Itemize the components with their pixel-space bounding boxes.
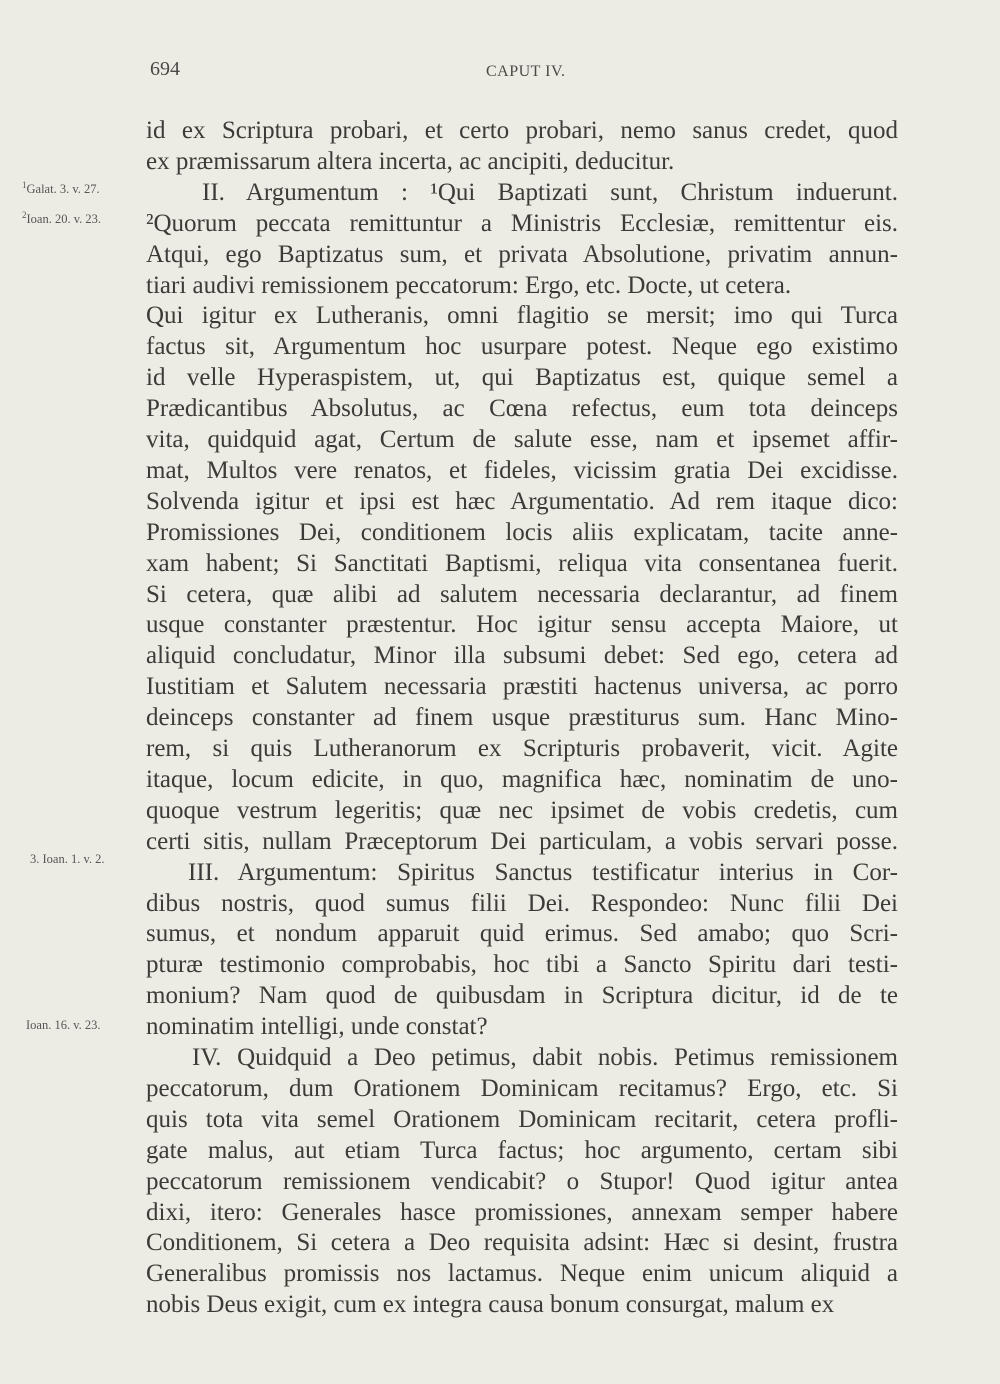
text-line: sumus, et nondum apparuit quid erimus. Sed amabo; quo Scri- <box>146 920 898 948</box>
text-line: tiari audivi remissionem peccatorum: Ergo, etc. Docte, ut cetera. <box>146 271 792 299</box>
text-line: II. Argumentum : ¹Qui Baptizati sunt, Christum induerunt. <box>202 178 898 206</box>
text-line: pturæ testimonio comprobabis, hoc tibi a Sancto Spiritu dari testi- <box>146 951 898 979</box>
page-number: 694 <box>150 58 180 80</box>
text-line: Generalibus promissis nos lactamus. Neque enim unicum aliquid a <box>146 1260 898 1288</box>
text-line: vita, quidquid agat, Certum de salute esse, nam et ipsemet affir- <box>146 426 898 453</box>
margin-note-1: $^1$Galat. 3. v. 27. <box>22 180 100 197</box>
text-line: Atqui, ego Baptizatus sum, et privata Absolutione, privatim annun- <box>146 240 898 268</box>
text-line: xam habent; Si Sanctitati Baptismi, reliqua vita consentanea fuerit. <box>146 549 898 577</box>
text-line: Si cetera, quæ alibi ad salutem necessaria declarantur, ad finem <box>146 580 898 608</box>
text-line: IV. Quidquid a Deo petimus, dabit nobis. Petimus remissionem <box>192 1044 898 1071</box>
text-line: Prædicantibus Absolutus, ac Cœna refectus, eum tota deinceps <box>146 395 898 423</box>
text-line: Iustitiam et Salutem necessaria præstiti hactenus universa, ac porro <box>146 673 898 701</box>
text-line: Promissiones Dei, conditionem locis aliis explicatam, tacite anne- <box>146 518 898 546</box>
text-line: peccatorum, dum Orationem Dominicam recitamus? Ergo, etc. Si <box>146 1074 898 1102</box>
margin-note-3: 3. Ioan. 1. v. 2. <box>30 852 105 866</box>
text-line: quis tota vita semel Orationem Dominicam recitarit, cetera profli- <box>146 1105 898 1133</box>
text-line: Solvenda igitur et ipsi est hæc Argumentatio. Ad rem itaque dico: <box>146 487 898 515</box>
text-line: dibus nostris, quod sumus filii Dei. Respondeo: Nunc filii Dei <box>146 889 898 917</box>
text-line: nominatim intelligi, unde constat? <box>146 1013 488 1041</box>
text-line: gate malus, aut etiam Turca factus; hoc argumento, certam sibi <box>146 1136 898 1164</box>
text-line: dixi, itero: Generales hasce promissiones, annexam semper habere <box>146 1198 898 1226</box>
text-line: mat, Multos vere renatos, et fideles, vicissim gratia Dei excidisse. <box>146 456 898 484</box>
text-line: III. Argumentum: Spiritus Sanctus testificatur interius in Cor- <box>188 858 898 886</box>
text-line: factus sit, Argumentum hoc usurpare potest. Neque ego existimo <box>146 333 898 361</box>
text-line: id ex Scriptura probari, et certo probari, nemo sanus credet, quod <box>146 117 898 144</box>
text-line: usque constanter præstentur. Hoc igitur sensu accepta Maiore, ut <box>146 611 898 639</box>
text-line: aliquid concludatur, Minor illa subsumi debet: Sed ego, cetera ad <box>146 642 898 670</box>
text-line: deinceps constanter ad finem usque præstiturus sum. Hanc Mino- <box>146 704 898 732</box>
text-line: itaque, locum edicite, in quo, magnifica hæc, nominatim de uno- <box>146 765 898 793</box>
text-line: monium? Nam quod de quibusdam in Scriptura dicitur, id de te <box>146 982 898 1010</box>
margin-note-2: $^2$Ioan. 20. v. 23. <box>22 210 102 227</box>
text-line: rem, si quis Lutheranorum ex Scripturis probaverit, vicit. Agite <box>146 735 898 762</box>
running-head: CAPUT IV. <box>486 63 566 80</box>
text-line: peccatorum remissionem vendicabit? o Stupor! Quod igitur antea <box>146 1167 898 1195</box>
text-line: ex præmissarum altera incerta, ac ancipiti, deducitur. <box>146 147 675 175</box>
text-line: ²Quorum peccata remittuntur a Ministris Ecclesiæ, remittentur eis. <box>146 209 898 237</box>
text-line: nobis Deus exigit, cum ex integra causa bonum consurgat, malum ex <box>146 1291 835 1319</box>
margin-note-4: Ioan. 16. v. 23. <box>26 1018 101 1032</box>
text-line: quoque vestrum legeritis; quæ nec ipsimet de vobis credetis, cum <box>146 796 898 824</box>
text-line: Qui igitur ex Lutheranis, omni flagitio se mersit; imo qui Turca <box>146 302 898 330</box>
text-line: certi sitis, nullam Præceptorum Dei particulam, a vobis servari posse. <box>146 827 898 855</box>
text-line: Conditionem, Si cetera a Deo requisita adsint: Hæc si desint, frustra <box>146 1229 898 1257</box>
text-line: id velle Hyperaspistem, ut, qui Baptizatus est, quique semel a <box>146 364 898 392</box>
